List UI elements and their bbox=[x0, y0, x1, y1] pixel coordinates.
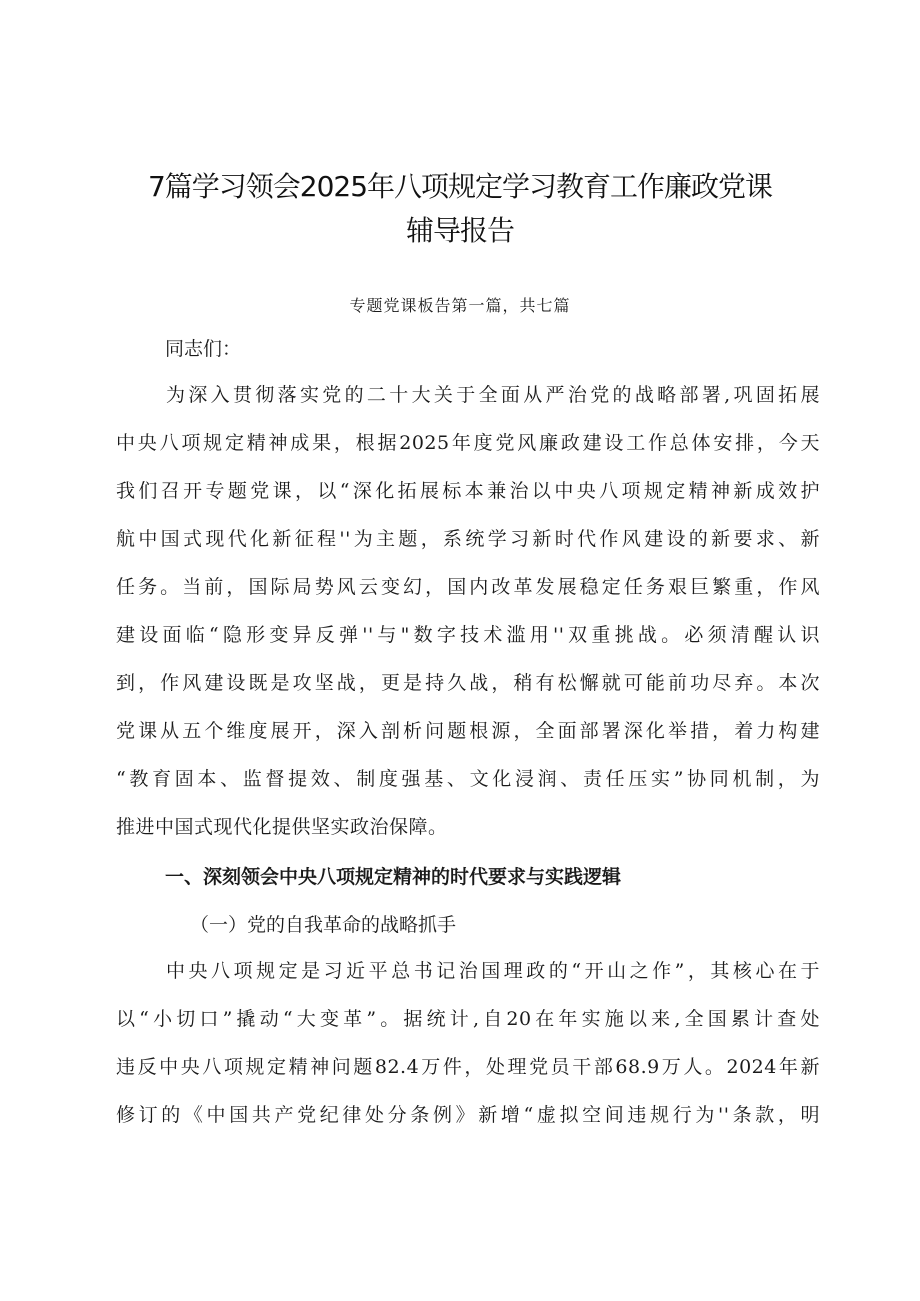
paragraph-line: 以“小切口”撬动“大变革”。据统计,自20在年实施以来,全国累计查处 bbox=[116, 1008, 820, 1030]
section-heading-1: 一、深刻领会中央八项规定精神的时代要求与实践逻辑 bbox=[165, 866, 622, 888]
salutation: 同志们： bbox=[165, 338, 242, 360]
paragraph-line: 我们召开专题党课，以“深化拓展标本兼治以中央八项规定精神新成效护 bbox=[116, 480, 820, 502]
subsection-heading-1: （一）党的自我革命的战略抓手 bbox=[190, 914, 457, 936]
paragraph-line: 任务。当前，国际局势风云变幻，国内改革发展稳定任务艰巨繁重，作风 bbox=[116, 576, 820, 598]
paragraph-line: 修订的《中国共产党纪律处分条例》新增“虚拟空间违规行为''条款，明 bbox=[116, 1104, 820, 1126]
paragraph-line: 为深入贯彻落实党的二十大关于全面从严治党的战略部署,巩固拓展 bbox=[166, 384, 820, 406]
paragraph-line: 中央八项规定精神成果，根据2025年度党风廉政建设工作总体安排，今天 bbox=[116, 432, 820, 454]
paragraph-line: 到，作风建设既是攻坚战，更是持久战，稍有松懈就可能前功尽弃。本次 bbox=[116, 672, 820, 694]
paragraph-line: “教育固本、监督提效、制度强基、文化浸润、责任压实”协同机制，为 bbox=[116, 768, 820, 790]
paragraph-line: 违反中央八项规定精神问题82.4万件，处理党员干部68.9万人。2024年新 bbox=[116, 1056, 820, 1078]
intro-paragraph bbox=[116, 371, 820, 851]
paragraph-line: 建设面临“隐形变异反弹''与"数字技术滥用''双重挑战。必须清醒认识 bbox=[116, 624, 820, 646]
paragraph-line: 中央八项规定是习近平总书记治国理政的“开山之作”，其核心在于 bbox=[166, 960, 820, 982]
document-subtitle: 专题党课板告第一篇，共七篇 bbox=[349, 296, 571, 315]
document-title-line2: 辅导报告 bbox=[405, 214, 514, 247]
paragraph-line: 航中国式现代化新征程''为主题，系统学习新时代作风建设的新要求、新 bbox=[116, 528, 820, 550]
paragraph-line: 党课从五个维度展开，深入剖析问题根源，全面部署深化举措，着力构建 bbox=[116, 720, 820, 742]
document-title-line1: 7篇学习领会2025年八项规定学习教育工作廉政党课 bbox=[147, 170, 773, 203]
paragraph-line: 推进中国式现代化提供坚实政治保障。 bbox=[116, 816, 448, 838]
section1-paragraph bbox=[116, 947, 820, 1139]
